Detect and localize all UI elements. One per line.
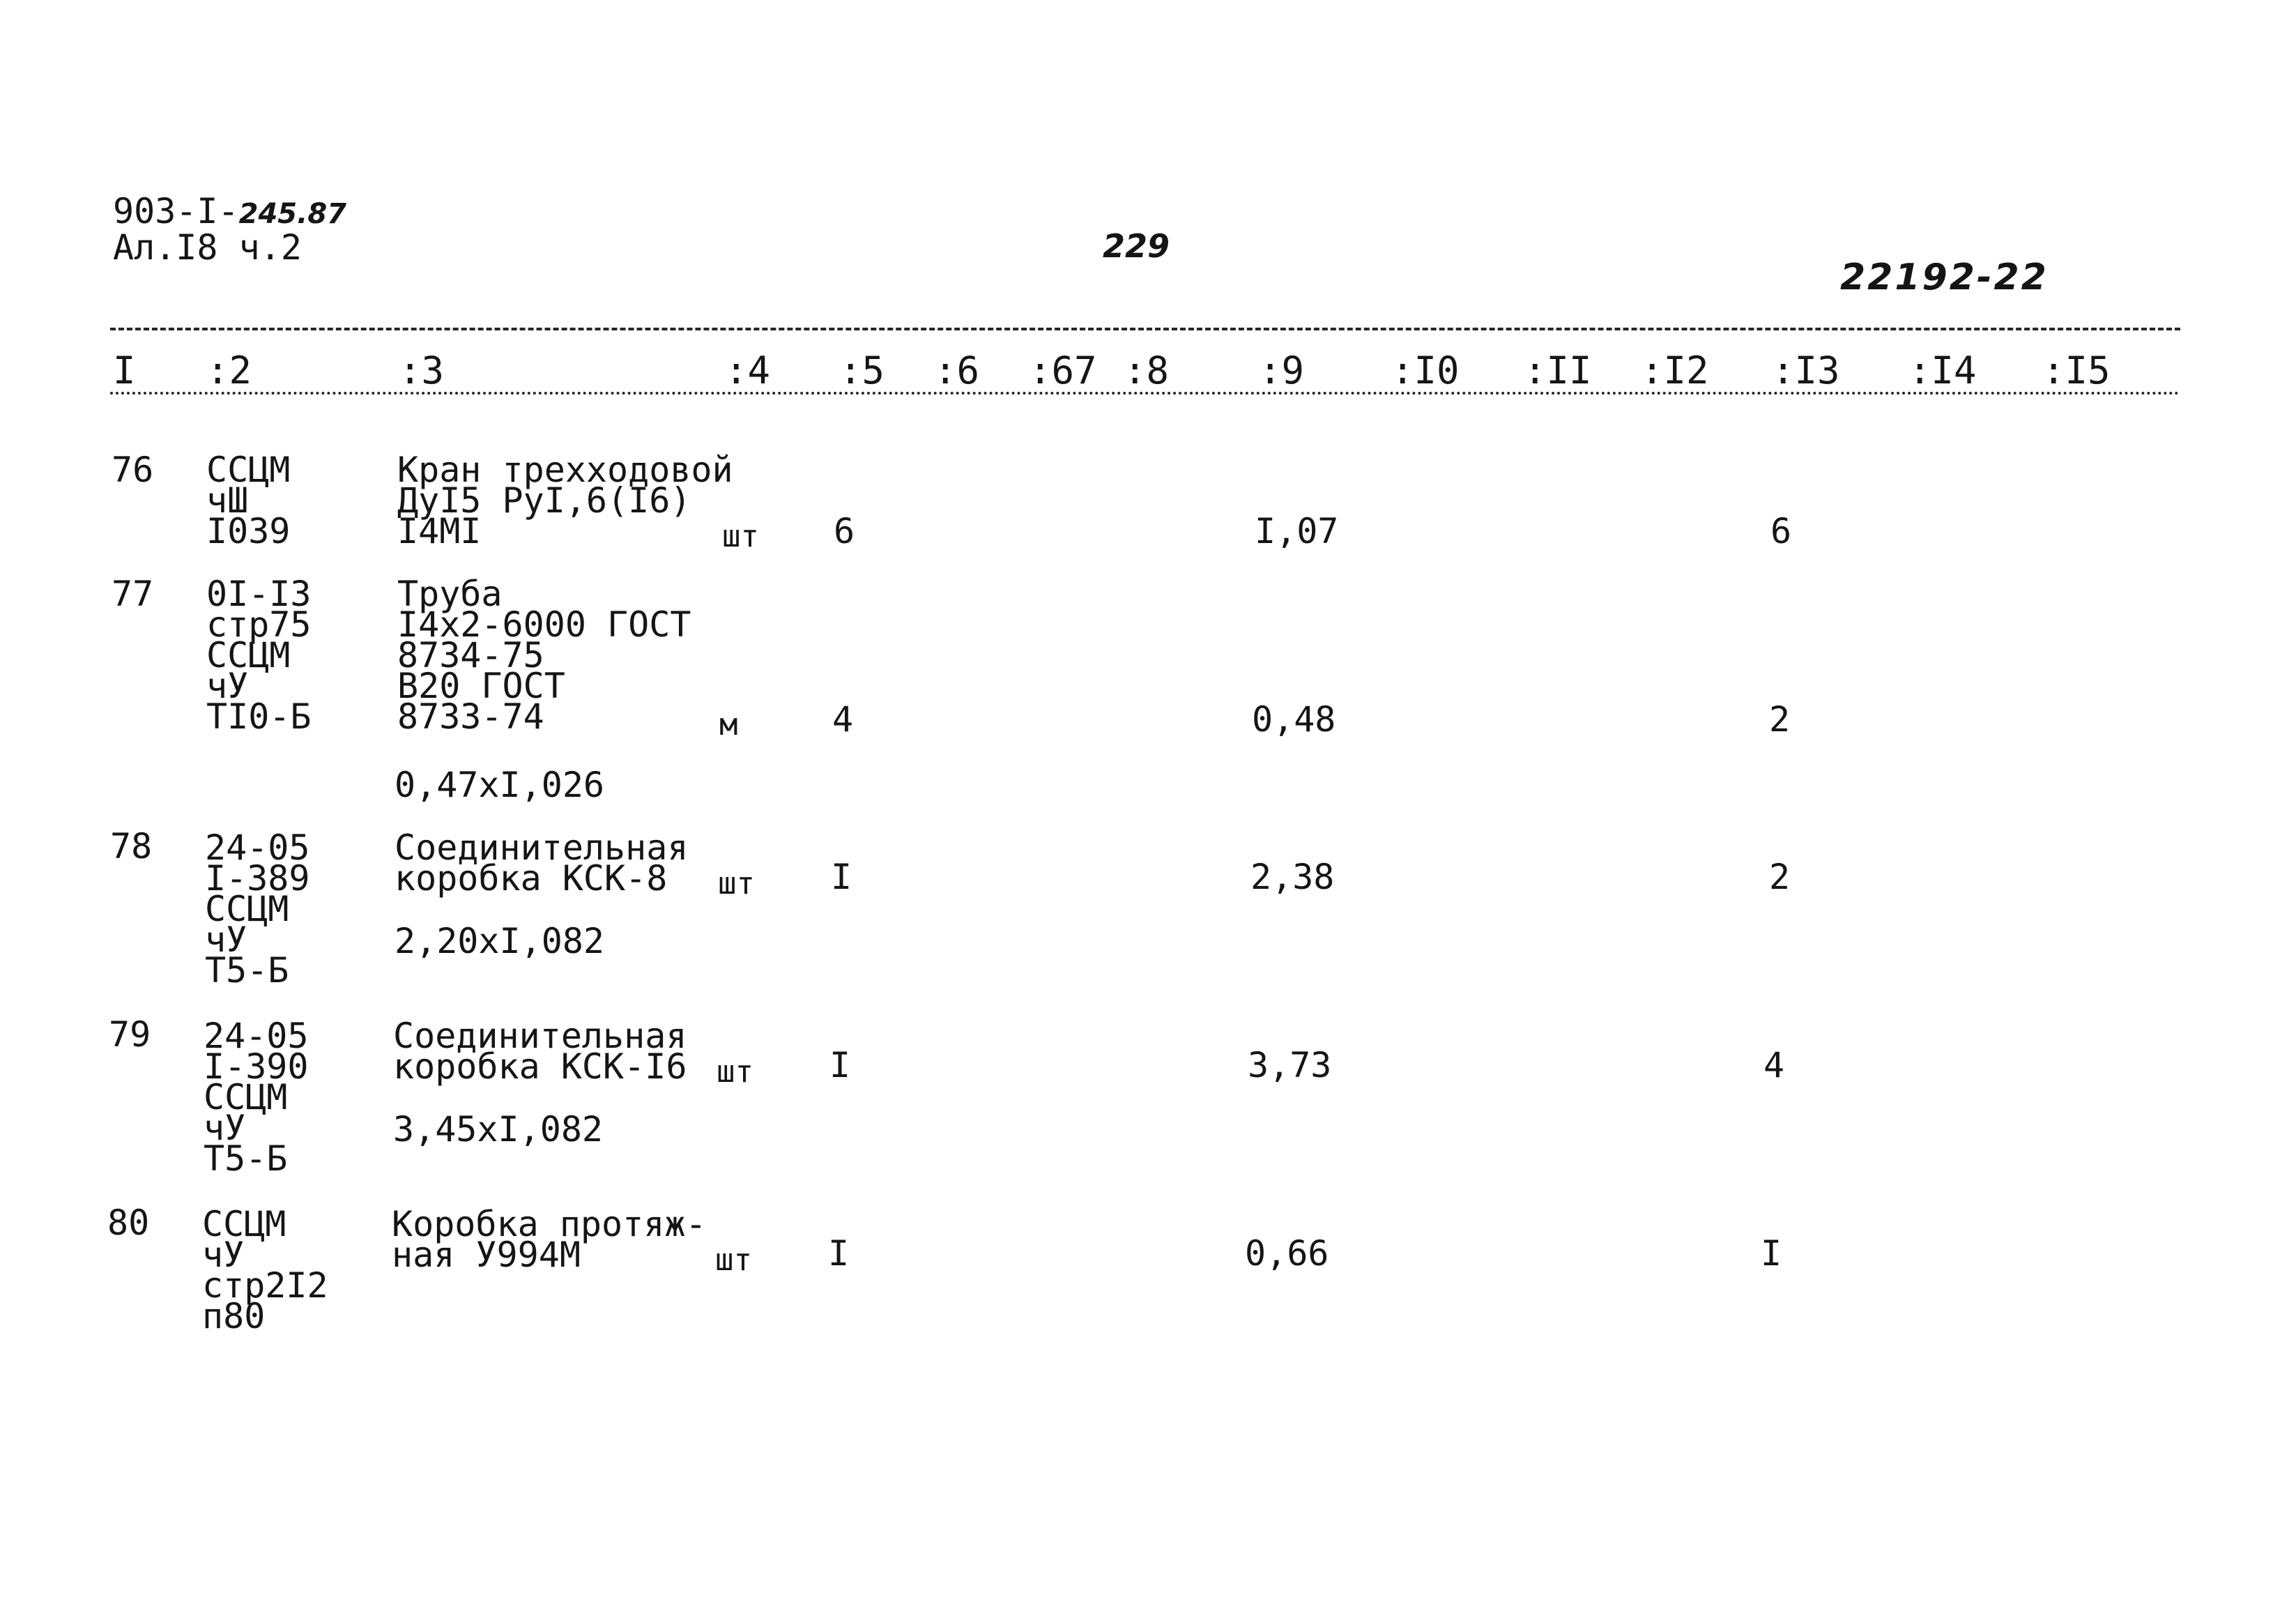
row-name-line: коробка КСК-8	[395, 858, 668, 899]
row-name-line: Соединительная	[395, 827, 689, 868]
row-code-line: стр2I2	[202, 1265, 328, 1306]
row-name-line: коробка КСК-I6	[393, 1046, 687, 1087]
row-unit: шт	[718, 866, 755, 901]
row-unit: шт	[717, 1054, 753, 1090]
row-code-line: I-390	[204, 1046, 309, 1087]
row-col5: 4	[832, 699, 854, 740]
row-name	[392, 1204, 707, 1275]
row-code	[206, 574, 312, 737]
row-number: 78	[110, 826, 153, 867]
column-header-9: :9	[1259, 349, 1305, 392]
row-calc: 2,20хI,082	[395, 921, 605, 961]
row-code-line: ССЦМ	[202, 1204, 286, 1244]
column-header-6: :6	[934, 349, 980, 392]
column-header-1: I	[113, 349, 136, 392]
column-header-15: :I5	[2042, 349, 2111, 392]
row-code-line: чУ	[204, 1108, 246, 1148]
column-header-10: :I0	[1391, 349, 1460, 392]
row-col13: 2	[1769, 699, 1791, 740]
row-name-line: Кран трехходовой	[397, 450, 733, 490]
row-name	[393, 1016, 687, 1087]
row-col9: 2,38	[1250, 857, 1335, 897]
row-col9: 0,48	[1252, 699, 1336, 740]
album-label: Ал.I8 ч.2	[113, 227, 302, 268]
column-header-12: :I2	[1641, 349, 1709, 392]
row-code	[204, 1016, 309, 1179]
row-number: 80	[107, 1203, 150, 1243]
column-header-8: :8	[1124, 349, 1170, 392]
table-top-rule	[110, 328, 2180, 330]
row-code-line: 24-05	[205, 827, 310, 868]
document-code	[113, 191, 346, 231]
row-name-line: I4МI	[397, 511, 482, 551]
row-code-line: п80	[202, 1296, 266, 1336]
row-unit: шт	[722, 519, 759, 554]
column-header-13: :I3	[1772, 349, 1840, 392]
row-col9: I,07	[1255, 511, 1339, 551]
row-number: 76	[112, 450, 154, 490]
document-code-typed: 903-I-	[113, 191, 239, 231]
row-name-line: ная У994М	[392, 1235, 581, 1275]
row-code-line: чУ	[202, 1235, 245, 1275]
column-header-5: :5	[839, 349, 885, 392]
row-name-line: Коробка протяж-	[392, 1204, 707, 1244]
row-code-line: ССЦМ	[204, 1077, 288, 1117]
page-number: 229	[1103, 227, 1170, 265]
row-code-line: стр75	[206, 604, 312, 645]
row-calc: 0,47хI,026	[395, 765, 605, 805]
row-name-line: ДуI5 РуI,6(I6)	[397, 480, 691, 521]
column-header-3: :3	[399, 349, 445, 392]
row-name-line: I4х2-6000 ГОСТ	[397, 604, 691, 645]
row-number: 77	[112, 574, 154, 614]
row-name	[395, 827, 689, 899]
row-col13: I	[1761, 1233, 1782, 1274]
row-col13: 2	[1769, 857, 1791, 897]
row-code-line: чШ	[206, 480, 249, 521]
document-code-handwritten: 245.87	[238, 198, 346, 230]
row-code	[206, 450, 291, 551]
row-code	[202, 1204, 328, 1336]
row-col9: 0,66	[1245, 1233, 1329, 1274]
row-col9: 3,73	[1248, 1045, 1332, 1085]
column-header-2: :2	[206, 349, 252, 392]
row-code-line: ТI0-Б	[206, 696, 312, 737]
row-number: 79	[109, 1014, 151, 1055]
row-code-line: ССЦМ	[206, 450, 291, 490]
row-code-line: 0I-I3	[206, 574, 312, 614]
row-unit: м	[719, 707, 738, 742]
row-name-line: 8733-74	[397, 696, 544, 737]
row-code	[205, 827, 310, 991]
row-name	[397, 574, 691, 737]
row-name-line: 8734-75	[397, 635, 544, 676]
stamp-number: 22192-22	[1840, 257, 2049, 298]
row-code-line: I039	[206, 511, 291, 551]
row-code-line: ССЦМ	[206, 635, 291, 676]
row-name-line: В20 ГОСТ	[397, 666, 565, 706]
row-col13: 4	[1763, 1045, 1785, 1085]
row-col13: 6	[1770, 511, 1792, 551]
column-header-14: :I4	[1908, 349, 1977, 392]
row-col5: 6	[834, 511, 855, 551]
row-code-line: Т5-Б	[204, 1138, 288, 1179]
row-code-line: I-389	[205, 858, 310, 899]
row-code-line: 24-05	[204, 1016, 309, 1056]
row-col5: I	[831, 857, 852, 897]
row-col5: I	[828, 1233, 850, 1274]
row-col5: I	[829, 1045, 851, 1085]
row-code-line: ССЦМ	[205, 889, 289, 929]
row-code-line: чУ	[205, 919, 247, 960]
row-code-line: Т5-Б	[205, 950, 289, 991]
row-name-line: Соединительная	[393, 1016, 687, 1056]
column-header-67: :67	[1029, 349, 1097, 392]
row-code-line: чУ	[206, 666, 249, 706]
row-unit: шт	[715, 1242, 752, 1278]
row-name	[397, 450, 733, 551]
column-header-4: :4	[725, 349, 771, 392]
column-header-11: :II	[1524, 349, 1592, 392]
row-calc: 3,45хI,082	[393, 1109, 604, 1150]
row-name-line: Труба	[397, 574, 503, 614]
